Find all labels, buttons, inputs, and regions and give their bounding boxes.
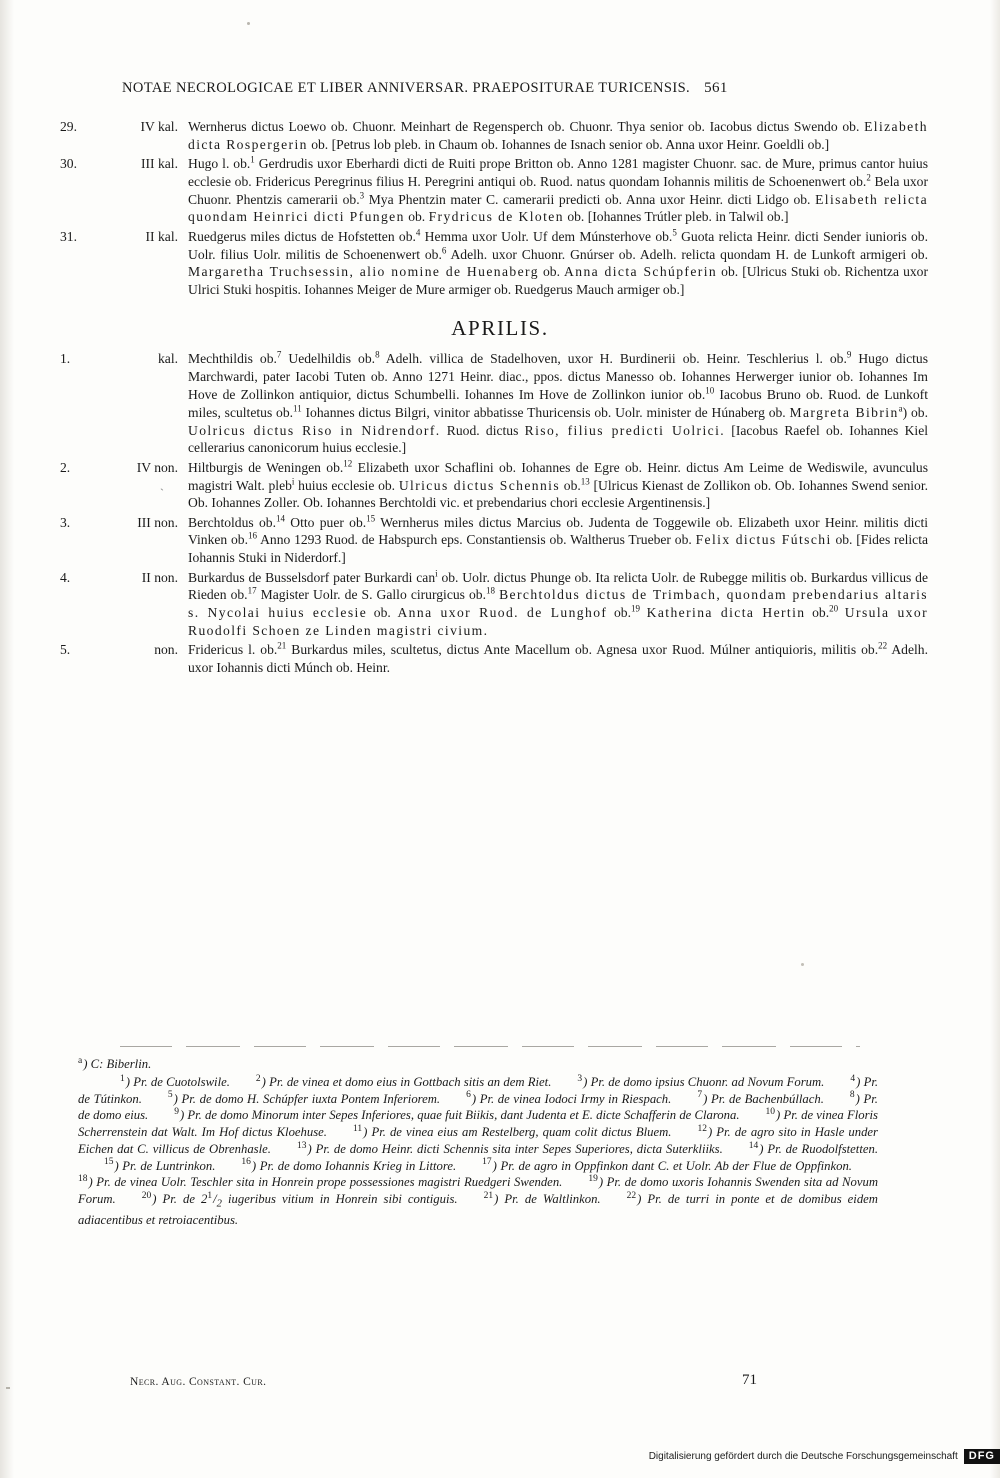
page-number: 71: [742, 1372, 757, 1388]
table-row: [60, 118, 928, 155]
entry-day: 31.: [60, 228, 77, 244]
table-row: [60, 350, 928, 458]
table-row: [60, 514, 928, 569]
table-row: [60, 155, 928, 228]
entry-day: 3.: [60, 514, 71, 530]
scan-edge-right: [990, 0, 1000, 1478]
scan-speck: [801, 963, 804, 966]
entry-kalend: kal.: [157, 351, 178, 367]
table-row: [60, 459, 928, 514]
footnotes: [78, 1056, 878, 1229]
running-head-title: NOTAE NECROLOGICAE ET LIBER ANNIVERSAR. PRAEPOSITURAE TURICENSIS.: [122, 80, 691, 96]
entry-text: Hiltburgis de Weningen ob.$^{12}$ Elizabeth uxor Schaflini ob. Iohannes de Egre ob. Heinr. dictus Am Leime de Wediswile, avunculus magistri Walt. pleb$^i$ huius ecclesie ob. Ulricus dictus Schennis ob.$^{13}$ [Ulricus Kienast de Zollikon ob. Ob. Iohannes Swend senior. Ob. Iohannes Zoller. Ob. Iohannes Berchtoldi vic. et prebendarius chori ecclesie Argentinensis.]: [188, 458, 929, 511]
entries-body-april: [60, 350, 928, 678]
marginal-tick-mark: ˎ: [160, 477, 164, 491]
entry-text: Ruedgerus miles dictus de Hofstetten ob.$^4$ Hemma uxor Uolr. Uf dem Múnsterhove ob.$^5$ Guota relicta Heinr. dicti Sender iunioris ob. Uolr. filius Uolr. militis de Schoenenwert ob.$^6$ Adelh. uxor Chuonr. Gnúrser ob. Adelh. relicta quondam H. de Lunkoft armigeri ob. Margaretha Truchsessin, alio nomine de Huenaberg ob. Anna dicta Schúpferin ob. [Ulricus Stuki ob. Richentza uxor Ulrici Stuki hospitis. Iohannes Meiger de Mure armiger ob. Ruedgerus Mauch armiger ob.]: [188, 227, 928, 298]
entry-day: 1.: [60, 351, 71, 367]
entry-kalend: II kal.: [145, 228, 178, 244]
entry-text: Hugo l. ob.$^1$ Gerdrudis uxor Eberhardi dicti de Ruiti prope Britton ob. Anno 1281 magister Chuonr. sac. de Mure, primus cantor huius ecclesie ob. Fridericus Peregrinus filius H. Peregrini antiqui ob. Ruod. natus quondam Iohannis militis de Schoenenwert ob.$^2$ Bela uxor Chuonr. Phentzis camerarii ob.$^3$ Mya Phentzin mater C. camerarii predicti ob. Anna uxor Heinr. dicti Lidgo ob. Elisabeth relicta quondam Heinrici dicti Pfungen ob. Frydricus de Kloten ob. [Iohannes Trútler pleb. in Talwil ob.]: [188, 154, 929, 225]
footnote-numbered-block: $^1$) Pr. de Cuotolswile. $^2$) Pr. de vinea et domo eius in Gottbach sitis an dem Riet. $^3$) Pr. de domo ipsius Chuonr. ad Novum Forum. $^4$) Pr. de Tútinkon. $^5$) Pr. de domo H. Schúpfer iuxta Pontem Inferiorem. $^6$) Pr. de vinea Iodoci Irmy in Riespach. $^7$) Pr. de Bachenbúllach. $^8$) Pr. de domo eius. $^9$) Pr. de domo Minorum inter Sepes Inferiores, quae fuit Biikis, dant Judenta et E. dicte Schafferin de Clarona. $^{10}$) Pr. de vinea Floris Scherrenstein dat Walt. Im Hof dictus Kloehuse. $^{11}$) Pr. de vinea eius am Restelberg, quam colit dictus Bluem. $^{12}$) Pr. de agro sito in Hasle under Eichen dat C. villicus de Obrenhasle. $^{13}$) Pr. de domo Heinr. dicti Schennis sita inter Sepes Superiores, dicta Suterkliiks. $^{14}$) Pr. de Ruodolfstetten.$^{15}$) Pr. de Luntrinkon. $^{16}$) Pr. de domo Iohannis Krieg in Littore. $^{17}$) Pr. de agro in Oppfinkon dant C. et Uolr. Ab der Flue de Oppfinkon.$^{18}$) Pr. de vinea Uolr. Teschler sita in Honrein prope possessiones magistri Ruedgeri Swenden. $^{19}$) Pr. de domo uxoris Iohannis Swenden sita ad Novum Forum. $^{20}$) Pr. de $2^1/_2$ iugeribus vitium in Honrein sibi contiguis. $^{21}$) Pr. de Waltlinkon. $^{22}$) Pr. de turri in ponte et de domibus eidem adiacentibus et retroiacentibus.: [78, 1073, 879, 1227]
scan-speck: [6, 1387, 10, 1389]
entry-kalend: IV kal.: [140, 119, 178, 134]
scan-speck: [247, 22, 250, 25]
table-row: [60, 641, 928, 678]
entry-day: 29.: [60, 119, 77, 134]
footnote-letter-a: $^a$) C: Biberlin.: [78, 1055, 152, 1071]
entry-kalend: II non.: [141, 569, 178, 585]
watermark-text: Digitalisierung gefördert durch die Deutsche Forschungsgemeinschaft: [648, 1450, 958, 1462]
entry-day: 30.: [60, 156, 77, 172]
entry-text: Berchtoldus ob.$^{14}$ Otto puer ob.$^{15}$ Wernherus miles dictus Marcius ob. Judenta de Toggewile ob. Elizabeth uxor Heinr. militis dicti Vinken ob.$^{16}$ Anno 1293 Ruod. de Habspurch eps. Constantiensis ob. Waltherus Trueber ob. Felix dictus Fútschi ob. [Fides relicta Iohannis Stuki in Niderdorf.]: [188, 513, 929, 566]
entry-kalend: III non.: [137, 514, 178, 530]
footnote-divider: [120, 1046, 860, 1047]
entry-text: Fridericus l. ob.$^{21}$ Burkardus miles, scultetus, dictus Ante Macellum ob. Agnesa uxor Ruod. Múlner antiquioris, militis ob.$^{22}$ Adelh. uxor Iohannis dicti Múnch ob. Heinr.: [188, 640, 928, 676]
source-signature: Necr. Aug. Constant. Cur.: [130, 1376, 267, 1388]
dfg-logo: DFG: [964, 1449, 1000, 1464]
month-heading: APRILIS.: [451, 316, 549, 341]
entry-text: Mechthildis ob.$^7$ Uedelhildis ob.$^8$ Adelh. villica de Stadelhoven, uxor H. Burdinerii ob. Heinr. Teschlerius l. ob.$^9$ Hugo dictus Marchwardi, pater Iacobi Tuten ob. Anno 1271 Heinr. diac., ppos. dictus Manesso ob. Iohannes Herwerger iunior ob. Iohannes Im Hove de Zollinkon antiquior, dictus Schumbelli. Iohannes Im Hove de Zollinkon iunior ob.$^{10}$ Iacobus Bruno ob. Ruod. de Lunkoft miles, scultetus ob.$^{11}$ Iohannes dictus Bilgri, vinitor abbatisse Thuricensis ob. Uolr. minister de Húnaberg ob. Margreta Bibrin$^a$) ob. Uolricus dictus Riso in Nidrendorf. Ruod. dictus Riso, filius predicti Uolrici. [Iacobus Raefel ob. Iohannes Kiel cellerarius canonicorum huius ecclesie.]: [188, 349, 929, 456]
table-row: [60, 228, 928, 301]
entry-text: Burkardus de Busselsdorf pater Burkardi can$^i$ ob. Uolr. dictus Phunge ob. Ita relicta Uolr. de Rubegge militis ob. Burkardus villicus de Rieden ob.$^{17}$ Magister Uolr. de S. Gallo cirurgicus ob.$^{18}$ Berchtoldus dictus de Trimbach, quondam prebendarius altaris s. Nycolai huius ecclesie ob. Anna uxor Ruod. de Lunghof ob.$^{19}$ Katherina dicta Hertin ob.$^{20}$ Ursula uxor Ruodolfi Schoen ze Linden magistri civium.: [188, 568, 929, 638]
running-head: [122, 80, 882, 97]
entry-text: Wernherus dictus Loewo ob. Chuonr. Meinhart de Regensperch ob. Chuonr. Thya senior ob. Iacobus dictus Swendo ob. Elizabeth dicta Rospergerin ob. [Petrus lob pleb. in Chaum ob. Iohannes de Isnach senior ob. Anna uxor Heinr. Goeldli ob.]: [188, 119, 928, 152]
scan-edge-left: [0, 0, 14, 1478]
folio-number: 561: [704, 80, 728, 96]
table-row: [60, 569, 928, 642]
digitization-watermark: [600, 1446, 1000, 1466]
entries-table-march: [60, 118, 928, 300]
page-body: [60, 118, 940, 678]
entry-kalend: IV non.: [136, 459, 178, 475]
entry-day: 5.: [60, 642, 71, 658]
entries-table-april: [60, 350, 928, 678]
entry-kalend: non.: [154, 642, 178, 658]
entry-day: 2.: [60, 459, 71, 475]
entry-day: 4.: [60, 569, 71, 585]
entries-body-march: [60, 118, 928, 300]
entry-kalend: III kal.: [141, 156, 178, 172]
